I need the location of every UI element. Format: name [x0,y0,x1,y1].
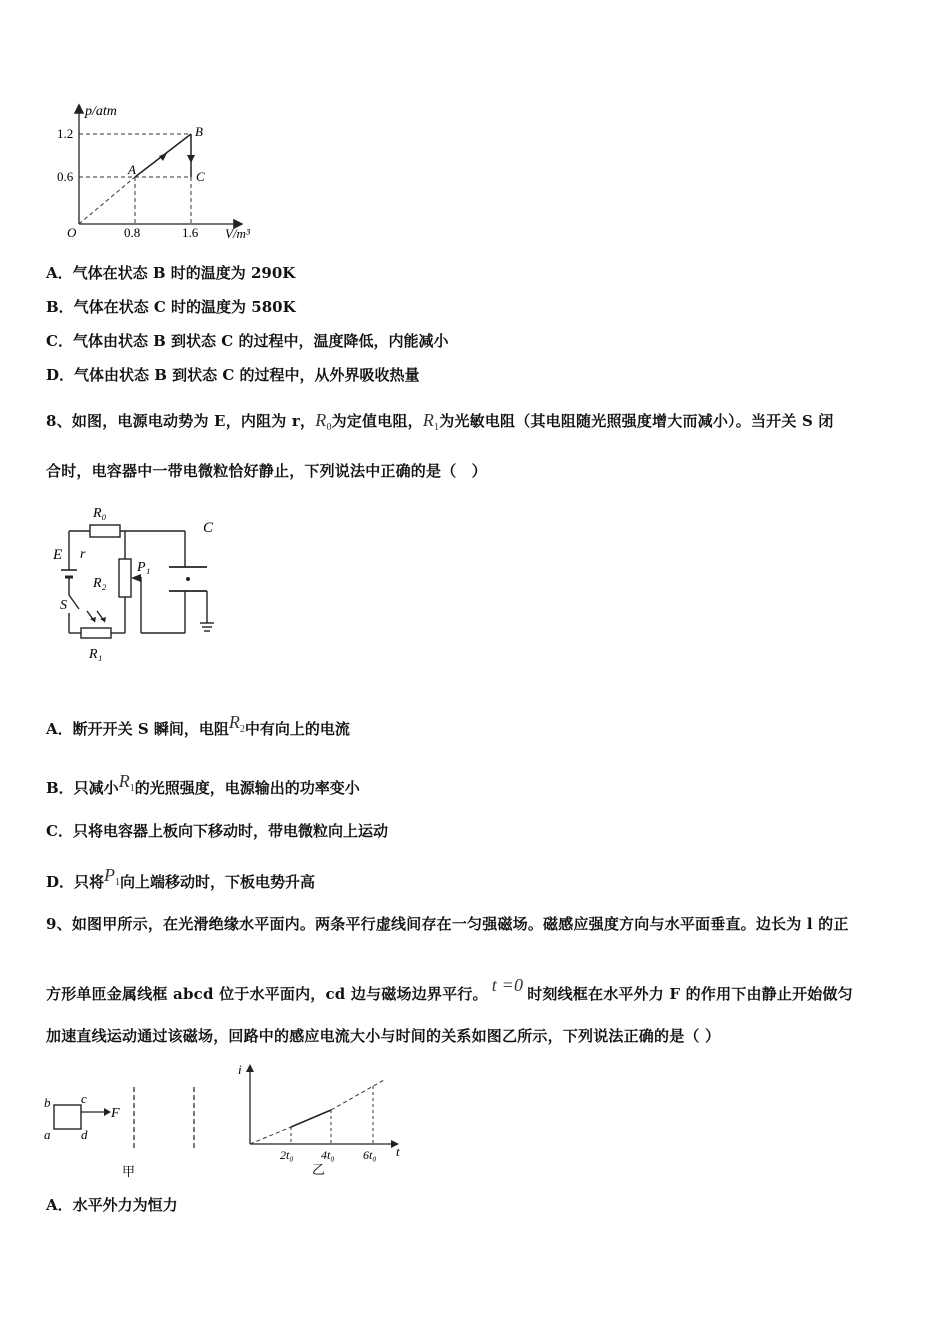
r0-resistor [90,525,120,537]
q9-stem-line-2 [46,975,853,1004]
q7-option-b: B．气体在状态 C 时的温度为 580K [46,298,296,316]
r0-symbol: $R_0$ [315,410,332,433]
q8-option-d [46,865,315,892]
pv-chart [55,100,275,242]
q8-option-c: C．只将电容器上板向下移动时，带电微粒向上运动 [46,822,388,840]
point-B-label: B [195,124,203,139]
x-tick-1-6: 1.6 [182,225,199,240]
r1-symbol-b: $R_1$ [118,771,135,794]
q9-stem-part-a: 方形单匝金属线框 abcd 位于水平面内，cd 边与磁场边界平行。 [46,985,488,1003]
label-s: S [60,598,67,613]
q8-option-b [46,771,360,798]
x-tick-0-8: 0.8 [124,225,141,240]
corner-b: b [44,1095,51,1110]
y-tick-1-2: 1.2 [57,126,74,141]
q8-option-a-part-b: 中有向上的电流 [244,720,350,738]
q8-option-b-part-b: 的光照强度，电源输出的功率变小 [134,779,360,797]
q9-stem-line-3: 加速直线运动通过该磁场，回路中的感应电流大小与时间的关系如图乙所示，下列说法正确的是（ ） [46,1027,721,1045]
label-r0: R₀ [93,506,107,521]
force-arrow-head [104,1108,111,1116]
q8-option-a-part-a: A．断开开关 S 瞬间，电阻 [46,720,229,738]
q8-stem-line-1 [46,410,834,433]
square-loop-abcd [54,1105,81,1129]
q8-option-d-part-a: D．只将 [46,873,105,891]
yi-tick-6t0: 6t₀ [363,1148,377,1162]
q8-option-b-part-a: B．只减小 [46,779,119,797]
corner-c: c [81,1091,87,1106]
y-tick-0-6: 0.6 [57,169,74,184]
q9-figure-jia [40,1085,215,1180]
dashed-origin-to-A [79,177,135,224]
p1-symbol: $P_1$ [104,865,121,888]
y-axis-label: p/atm [85,104,117,119]
t-equals-zero: t =0 [491,975,524,995]
r2-resistor [119,559,131,597]
yi-solid-segment [291,1110,331,1127]
arrow-B-to-C [187,155,195,163]
yi-y-label: i [238,1062,242,1077]
q8-option-d-part-b: 向上端移动时，下板电势升高 [120,873,316,891]
yi-dashed-segment-1 [250,1127,291,1144]
q9-stem-line-1: 9、如图甲所示，在光滑绝缘水平面内。两条平行虚线间存在一匀强磁场。磁感应强度方向与水平面垂直。边长为 l 的正 [46,915,849,933]
q7-option-d: D．气体由状态 B 到状态 C 的过程中，从外界吸收热量 [46,366,420,384]
yi-dashed-segment-2 [331,1080,384,1110]
p1-slider-arrow [131,574,141,582]
caption-yi: 乙 [312,1162,326,1177]
r1-symbol: $R_1$ [422,410,440,433]
charged-particle [186,577,190,581]
label-r: r [80,547,86,562]
point-A-label: A [128,162,136,177]
q8-stem-line-2: 合时，电容器中一带电微粒恰好静止，下列说法中正确的是（ ） [46,462,487,480]
light-arrow-head-2 [100,617,106,622]
q7-option-c: C．气体由状态 B 到状态 C 的过程中，温度降低，内能减小 [46,332,449,350]
q8-stem-part-a: 8、如图，电源电动势为 E，内阻为 r， [46,412,316,430]
yi-tick-2t0: 2t₀ [280,1148,294,1162]
corner-a: a [44,1127,51,1142]
q8-stem-part-c: 为光敏电阻（其电阻随光照强度增大而减小）。当开关 S 闭 [439,412,834,430]
q8-stem-part-b: 为定值电阻， [331,412,423,430]
force-label: F [111,1106,120,1121]
label-c: C [203,520,214,536]
label-p1: P₁ [137,560,151,575]
switch-s[interactable] [69,595,79,609]
label-r2: R₂ [93,576,107,591]
q9-option-a: A．水平外力为恒力 [46,1196,178,1214]
q8-option-a [46,712,350,739]
q7-option-a: A．气体在状态 B 时的温度为 290K [46,264,296,282]
q9-stem-part-b: 时刻线框在水平外力 F 的作用下由静止开始做匀 [527,985,853,1003]
label-r1: R₁ [89,647,103,662]
label-e: E [53,547,63,563]
r2-symbol: $R_2$ [228,712,245,735]
corner-d: d [81,1127,88,1142]
yi-tick-4t0: 4t₀ [321,1148,335,1162]
q8-circuit-diagram [45,495,235,665]
origin-label: O [67,225,77,240]
r1-resistor [81,628,111,638]
arrow-A-to-B [159,153,167,161]
x-axis-label: V/m³ [225,226,250,241]
yi-y-axis-arrow [246,1064,254,1072]
light-arrow-head-1 [90,617,96,622]
q9-figure-yi [230,1062,410,1180]
point-C-label: C [196,169,205,184]
yi-x-label: t [396,1144,400,1159]
caption-jia: 甲 [122,1164,136,1179]
